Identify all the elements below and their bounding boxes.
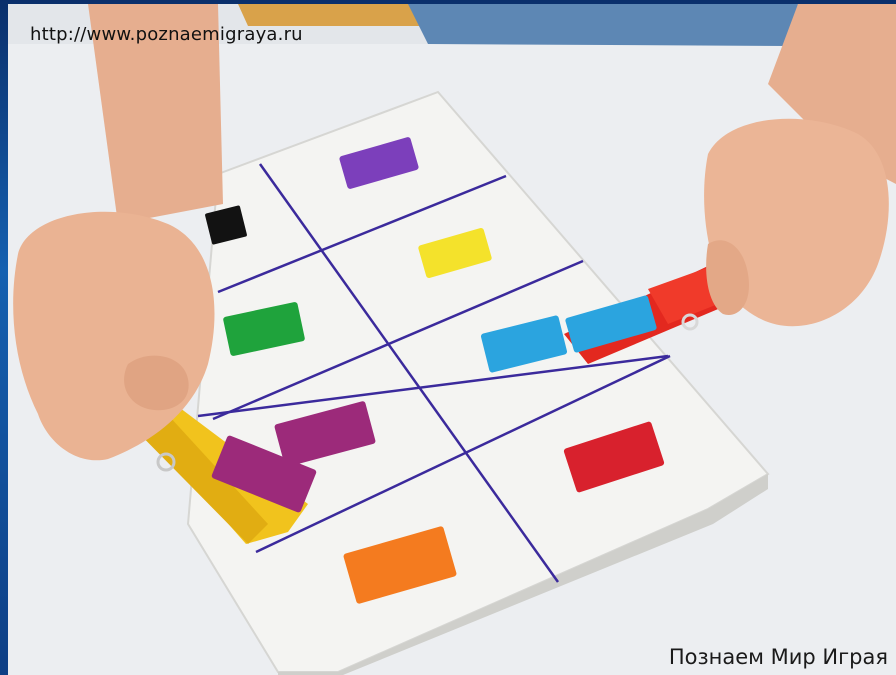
scene-illustration bbox=[8, 4, 896, 675]
watermark-title: Познаем Мир Играя bbox=[668, 645, 888, 669]
watermark-url: http://www.poznaemigraya.ru bbox=[30, 24, 303, 45]
photo bbox=[8, 4, 896, 675]
shirt-blue-part bbox=[408, 4, 798, 46]
shirt-yellow-part bbox=[238, 4, 428, 26]
